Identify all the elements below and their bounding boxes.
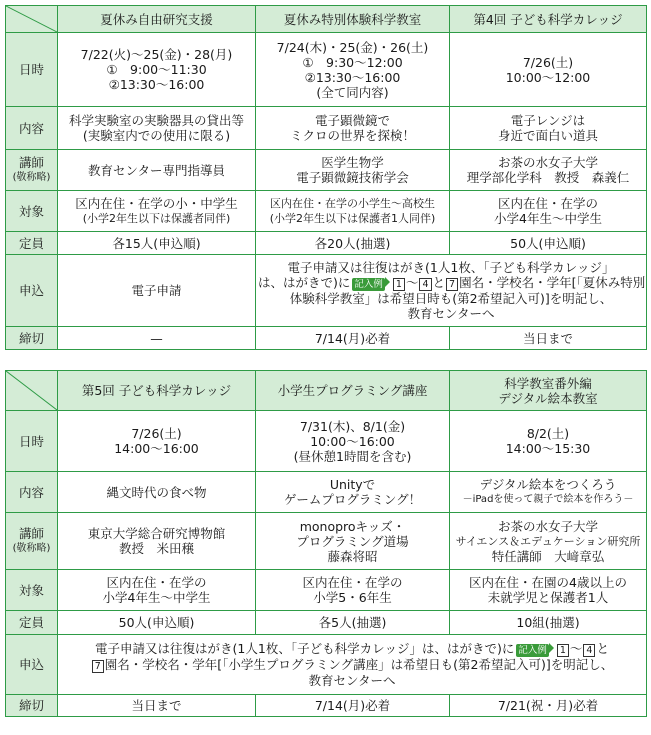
corner-cell (6, 371, 58, 411)
capacity-cell: 50人(申込順) (58, 611, 256, 635)
row-label-target: 対象 (6, 570, 58, 611)
row-label-date: 日時 (6, 33, 58, 107)
column-header: 夏休み自由研究支援 (58, 6, 256, 33)
apply-merged-cell: 電子申請又は往復はがき(1人1枚、「子ども科学カレッジ」は、はがきで)に 記入例 1 〜 4 と 7 園名・学校名・学年[「小学生プログラミング講座」は希望日も(第2希望記入可)]を明記し、 教育センターへ (58, 635, 647, 695)
instructor-cell: 教育センター専門指導員 (58, 150, 256, 191)
content-cell: 電子レンジは 身近で面白い道具 (450, 107, 647, 150)
capacity-cell: 各5人(抽選) (256, 611, 450, 635)
date-cell: 7/22(火)〜25(金)・28(月) ① 9:00〜11:30 ②13:30〜16:00 (58, 33, 256, 107)
row-label-capacity: 定員 (6, 232, 58, 255)
date-cell: 8/2(土) 14:00〜15:30 (450, 411, 647, 472)
row-label-instructor: 講師 (敬称略) (6, 513, 58, 570)
target-cell: 区内在住・在学の 小学4年生〜中学生 (450, 191, 647, 232)
target-cell: 区内在住・在学の小・中学生 (小学2年生以下は保護者同伴) (58, 191, 256, 232)
column-header: 小学生プログラミング講座 (256, 371, 450, 411)
instructor-cell: 東京大学総合研究博物館 教授 米田穣 (58, 513, 256, 570)
date-cell: 7/26(土) 10:00〜12:00 (450, 33, 647, 107)
capacity-cell: 各20人(抽選) (256, 232, 450, 255)
instructor-cell: お茶の水女子大学 サイエンス＆エデュケーション研究所 特任講師 大﨑章弘 (450, 513, 647, 570)
row-label-deadline: 締切 (6, 327, 58, 350)
row-label-apply: 申込 (6, 635, 58, 695)
example-badge: 記入例 (354, 279, 383, 290)
row-label-apply: 申込 (6, 255, 58, 327)
row-label-date: 日時 (6, 411, 58, 472)
apply-merged-cell: 電子申請又は往復はがき(1人1枚、「子ども科学カレッジ」 は、はがきで)に 記入例 1 〜 4 と 7 園名・学校名・学年[「夏休み特別 体験科学教室」は希望日時も(第2希望記入可)]を明記し、 教育センターへ (256, 255, 647, 327)
row-label-content: 内容 (6, 107, 58, 150)
content-cell: Unityで ゲームプログラミング！ (256, 472, 450, 513)
target-cell: 区内在住・在学の小学生〜高校生 (小学2年生以下は保護者1人同伴) (256, 191, 450, 232)
content-cell: 科学実験室の実験器具の貸出等 (実験室内での使用に限る) (58, 107, 256, 150)
arrow-icon (549, 643, 554, 653)
deadline-cell: 当日まで (58, 695, 256, 717)
capacity-cell: 10組(抽選) (450, 611, 647, 635)
row-label-content: 内容 (6, 472, 58, 513)
content-cell: デジタル絵本をつくろう －iPadを使って親子で絵本を作ろう－ (450, 472, 647, 513)
row-label-capacity: 定員 (6, 611, 58, 635)
corner-cell (6, 6, 58, 33)
content-cell: 縄文時代の食べ物 (58, 472, 256, 513)
capacity-cell: 50人(申込順) (450, 232, 647, 255)
row-label-instructor: 講師 (敬称略) (6, 150, 58, 191)
arrow-icon (385, 277, 390, 287)
row-label-deadline: 締切 (6, 695, 58, 717)
apply-cell: 電子申請 (58, 255, 256, 327)
column-header: 夏休み特別体験科学教室 (256, 6, 450, 33)
instructor-cell: お茶の水女子大学 理学部化学科 教授 森義仁 (450, 150, 647, 191)
instructor-cell: 医学生物学 電子顕微鏡技術学会 (256, 150, 450, 191)
example-badge: 記入例 (518, 645, 547, 656)
row-label-target: 対象 (6, 191, 58, 232)
content-cell: 電子顕微鏡で ミクロの世界を探検！ (256, 107, 450, 150)
capacity-cell: 各15人(申込順) (58, 232, 256, 255)
instructor-cell: monoproキッズ・ プログラミング道場 藤森将昭 (256, 513, 450, 570)
deadline-cell: 当日まで (450, 327, 647, 350)
deadline-cell: 7/14(月)必着 (256, 327, 450, 350)
target-cell: 区内在住・在学の 小学5・6年生 (256, 570, 450, 611)
column-header: 第4回 子ども科学カレッジ (450, 6, 647, 33)
target-cell: 区内在住・在園の4歳以上の 未就学児と保護者1人 (450, 570, 647, 611)
deadline-cell: — (58, 327, 256, 350)
schedule-table-2 (5, 370, 647, 717)
date-cell: 7/24(木)・25(金)・26(土) ① 9:30〜12:00 ②13:30〜16:00 (全て同内容) (256, 33, 450, 107)
target-cell: 区内在住・在学の 小学4年生〜中学生 (58, 570, 256, 611)
date-cell: 7/31(木)、8/1(金) 10:00〜16:00 (昼休憩1時間を含む) (256, 411, 450, 472)
deadline-cell: 7/14(月)必着 (256, 695, 450, 717)
column-header: 第5回 子ども科学カレッジ (58, 371, 256, 411)
column-header: 科学教室番外編 デジタル絵本教室 (450, 371, 647, 411)
date-cell: 7/26(土) 14:00〜16:00 (58, 411, 256, 472)
schedule-table-1 (5, 5, 647, 350)
deadline-cell: 7/21(祝・月)必着 (450, 695, 647, 717)
